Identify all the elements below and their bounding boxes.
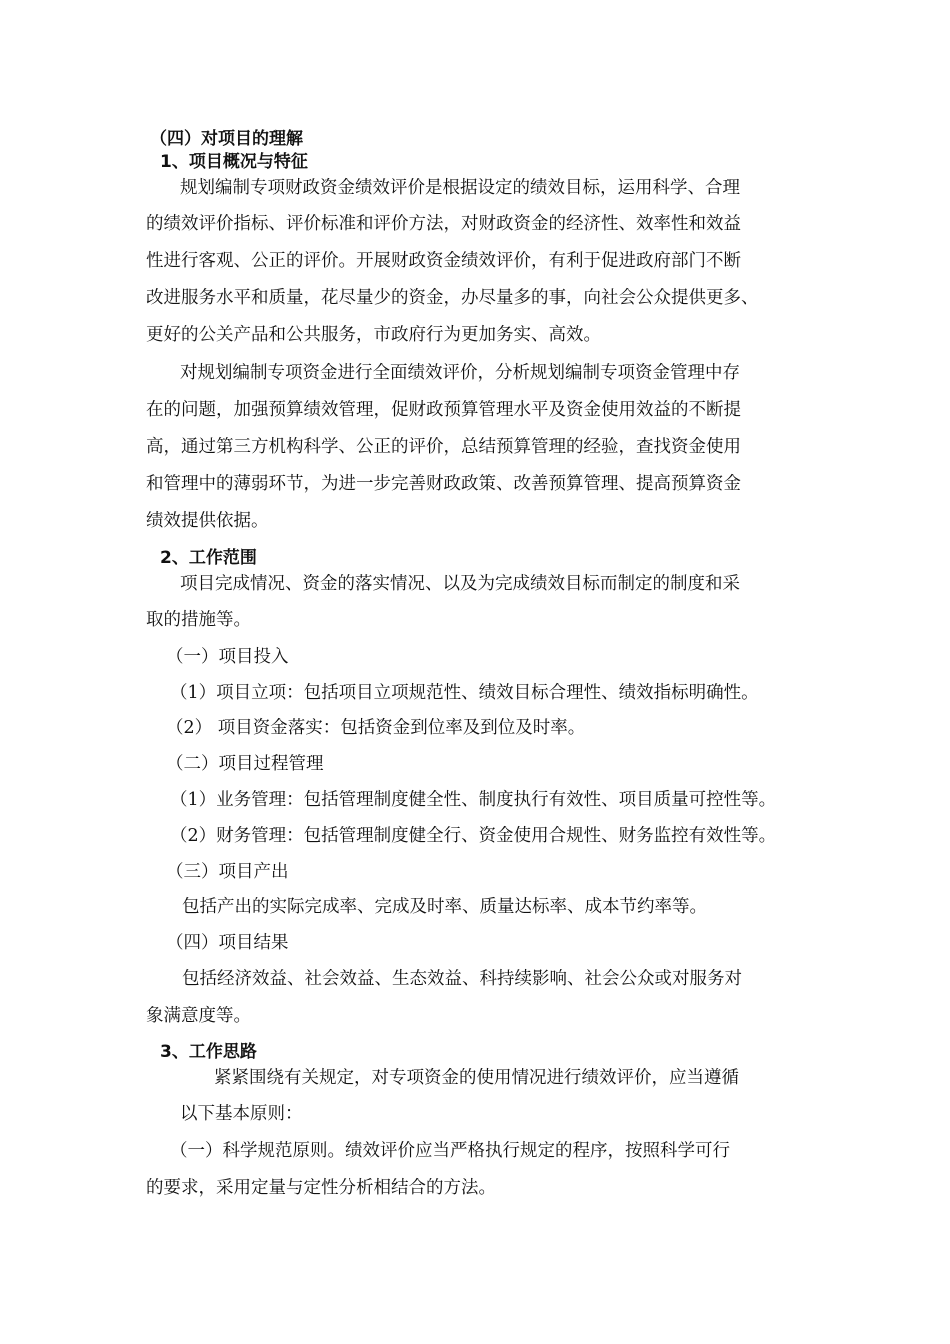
paragraph-line: 和管理中的薄弱环节，为进一步完善财政政策、改善预算管理、提高预算资金 (146, 474, 741, 494)
paragraph-line: 性进行客观、公正的评价。开展财政资金绩效评价，有利于促进政府部门不断 (146, 251, 741, 271)
paragraph-line: 规划编制专项财政资金绩效评价是根据设定的绩效目标，运用科学、合理 (180, 178, 740, 198)
list-item: （2） 项目资金落实：包括资金到位率及到位及时率。 (166, 718, 586, 738)
subsection-heading-overview: 1、项目概况与特征 (160, 152, 308, 172)
paragraph-line: 以下基本原则： (180, 1104, 303, 1124)
list-item: （三）项目产出 (166, 862, 289, 882)
paragraph-line: 项目完成情况、资金的落实情况、以及为完成绩效目标而制定的制度和采 (180, 574, 740, 594)
list-item: 包括经济效益、社会效益、生态效益、科持续影响、社会公众或对服务对 (182, 969, 742, 989)
paragraph-line: 改进服务水平和质量，花尽量少的资金，办尽量多的事，向社会公众提供更多、 (146, 288, 759, 308)
paragraph-line: 的要求，采用定量与定性分析相结合的方法。 (146, 1178, 496, 1198)
paragraph-line: 在的问题，加强预算绩效管理，促财政预算管理水平及资金使用效益的不断提 (146, 400, 741, 420)
list-item: （二）项目过程管理 (166, 754, 324, 774)
paragraph-line: 取的措施等。 (146, 610, 251, 630)
paragraph-line: 对规划编制专项资金进行全面绩效评价，分析规划编制专项资金管理中存 (180, 363, 740, 383)
subsection-heading-scope: 2、工作范围 (160, 548, 257, 568)
paragraph-line: 高，通过第三方机构科学、公正的评价，总结预算管理的经验，查找资金使用 (146, 437, 741, 457)
paragraph-line: 更好的公关产品和公共服务，市政府行为更加务实、高效。 (146, 325, 601, 345)
list-item: （2）财务管理：包括管理制度健全行、资金使用合规性、财务监控有效性等。 (170, 826, 777, 846)
list-item: 包括产出的实际完成率、完成及时率、质量达标率、成本节约率等。 (182, 897, 707, 917)
paragraph-line: 绩效提供依据。 (146, 511, 269, 531)
section-heading: （四）对项目的理解 (150, 129, 303, 149)
list-item: （1）项目立项：包括项目立项规范性、绩效目标合理性、绩效指标明确性。 (170, 683, 759, 703)
paragraph-line: 紧紧围绕有关规定，对专项资金的使用情况进行绩效评价，应当遵循 (214, 1068, 739, 1088)
list-item: （一）项目投入 (166, 647, 289, 667)
list-item: 象满意度等。 (146, 1006, 251, 1026)
list-item: （四）项目结果 (166, 933, 289, 953)
paragraph-line: 的绩效评价指标、评价标准和评价方法，对财政资金的经济性、效率性和效益 (146, 214, 741, 234)
paragraph-line: （一）科学规范原则。绩效评价应当严格执行规定的程序，按照科学可行 (170, 1141, 730, 1161)
subsection-heading-approach: 3、工作思路 (160, 1042, 257, 1062)
list-item: （1）业务管理：包括管理制度健全性、制度执行有效性、项目质量可控性等。 (170, 790, 777, 810)
